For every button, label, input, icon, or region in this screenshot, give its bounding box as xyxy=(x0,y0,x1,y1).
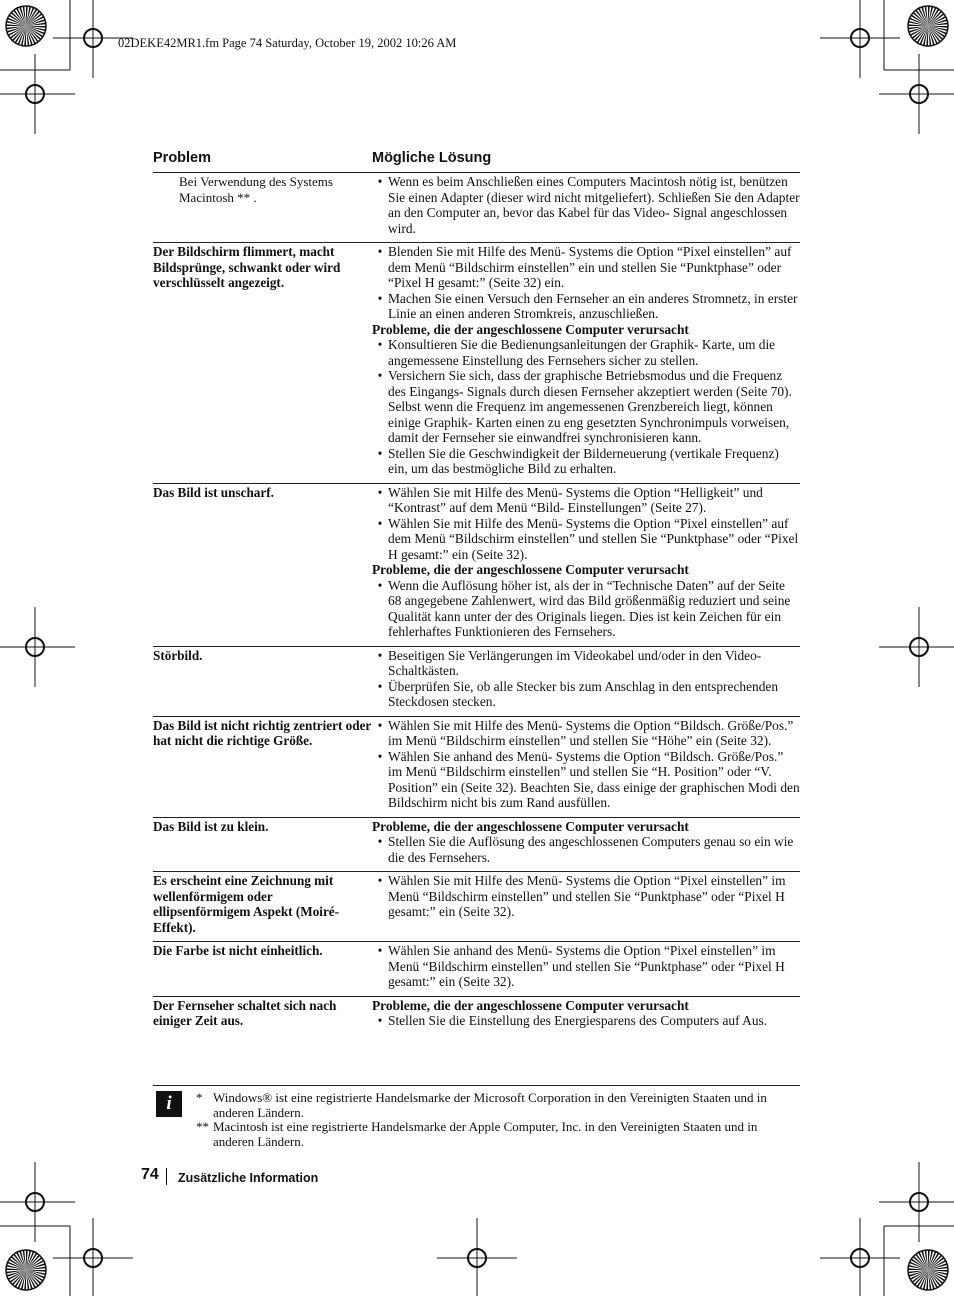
crosshair-mark xyxy=(437,1218,517,1296)
section-title: Zusätzliche Information xyxy=(178,1171,319,1185)
solution-bullet xyxy=(372,516,800,563)
column-header-solution: Mögliche Lösung xyxy=(372,150,492,166)
problem-cell: Das Bild ist nicht richtig zentriert oder hat nicht die richtige Größe. xyxy=(153,717,372,748)
table-row xyxy=(153,817,800,872)
bullet-text: Wenn es beim Anschließen eines Computers Macintosh nötig ist, benützen Sie einen Adapter (dieser wird nicht mitgeliefert). Schließen Sie den Adapter an den Computer an, bevor das Kabel für das Video- Signal angeschlossen wird. xyxy=(388,174,800,236)
bullet-glyph: • xyxy=(377,244,383,259)
bullet-glyph: • xyxy=(377,445,383,461)
bullet-text: Überprüfen Sie, ob alle Stecker bis zum Anschlag in den entsprechenden Steckdosen stecken. xyxy=(388,678,779,709)
table-row xyxy=(153,941,800,996)
footnote-divider xyxy=(153,1085,800,1086)
bullet-glyph: • xyxy=(377,484,383,500)
footnote-text: Macintosh ist eine registrierte Handelsmarke der Apple Computer, Inc. in den Vereinigten Staaten und in anderen Ländern. xyxy=(213,1119,758,1149)
crosshair-mark xyxy=(0,607,75,687)
solution-cell xyxy=(372,819,800,866)
solution-bullet xyxy=(372,244,800,291)
troubleshooting-table xyxy=(153,172,800,1035)
crosshair-mark xyxy=(879,607,954,687)
bullet-text: Konsultieren Sie die Bedienungsanleitungen der Graphik- Karte, um die angemessene Einstellung des Fernsehers sicher zu stellen. xyxy=(388,337,776,368)
solution-bullet xyxy=(372,446,800,477)
problem-cell: Der Bildschirm flimmert, macht Bildsprünge, schwankt oder wird verschlüsselt angezeigt. xyxy=(153,244,341,290)
crosshair-mark xyxy=(53,1218,133,1296)
bullet-glyph: • xyxy=(377,834,383,849)
footnote-mark: * xyxy=(196,1090,203,1105)
problem-cell: Das Bild ist unscharf. xyxy=(153,484,274,500)
page-number: 74 xyxy=(141,1166,159,1183)
problem-cell: Bei Verwendung des Systems Macintosh ** . xyxy=(179,174,333,205)
bullet-glyph: • xyxy=(377,174,383,189)
solution-cell xyxy=(372,998,800,1029)
table-row xyxy=(153,871,800,941)
column-header-problem: Problem xyxy=(153,150,212,166)
solution-subheading: Probleme, die der angeschlossene Computer verursacht xyxy=(372,818,689,834)
starburst-mark xyxy=(6,6,46,46)
solution-bullet xyxy=(372,578,800,640)
footnote-1 xyxy=(196,1091,796,1120)
starburst-mark xyxy=(6,1250,46,1290)
bullet-text: Blenden Sie mit Hilfe des Menü- Systems die Option “Pixel einstellen” auf dem Menü “Bildschirm einstellen” ein und stellen Sie “Punktphase” oder “Pixel H gesamt:” (Seite 32) ein. xyxy=(388,244,792,290)
problem-cell: Der Fernseher schaltet sich nach einiger Zeit aus. xyxy=(153,997,337,1028)
bullet-text: Wenn die Auflösung höher ist, als der in “Technische Daten” auf der Seite 68 angegebene Zahlenwert, wird das Bild größenmäßig reduziert und seine Qualität kann unter der des Originals liegen. Dies ist kein Zeichen für ein fehlerhaftes Funktionieren des Fernsehers. xyxy=(388,577,791,639)
solution-cell xyxy=(372,718,800,811)
table-row xyxy=(153,646,800,716)
solution-bullet xyxy=(372,648,800,679)
solution-bullet xyxy=(372,291,800,322)
problem-cell: Das Bild ist zu klein. xyxy=(153,818,269,834)
info-icon: i xyxy=(156,1091,182,1117)
bullet-text: Versichern Sie sich, dass der graphische Betriebsmodus und die Frequenz des Eingangs- Signals durch diesen Fernseher akzeptiert werden (Seite 70). Selbst wenn die Frequenz im angemessenen Grenzbereich liegt, können einige Graphik- Karten einen zu eng gesetzten Synchronimpuls vorweisen, damit der Fernseher sie einwandfrei synchronisieren kann. xyxy=(388,368,792,445)
solution-bullet xyxy=(372,718,800,749)
footnote-text: Windows® ist eine registrierte Handelsmarke der Microsoft Corporation in den Vereinigten Staaten und in anderen Ländern. xyxy=(213,1090,767,1120)
crosshair-mark xyxy=(820,0,900,78)
solution-cell xyxy=(372,648,800,710)
bullet-glyph: • xyxy=(377,748,383,764)
solution-bullet xyxy=(372,368,800,446)
solution-bullet xyxy=(372,485,800,516)
solution-cell xyxy=(372,174,800,236)
solution-bullet xyxy=(372,337,800,368)
solution-subheading: Probleme, die der angeschlossene Computer verursacht xyxy=(372,321,689,337)
bullet-text: Wählen Sie anhand des Menü- Systems die Option “Pixel einstellen” im Menü “Bildschirm einstellen” und stellen Sie “Punktphase” oder “Pixel H gesamt:” ein (Seite 32). xyxy=(388,943,785,989)
problem-cell: Störbild. xyxy=(153,647,203,663)
crosshair-mark xyxy=(879,1162,954,1242)
solution-subheading: Probleme, die der angeschlossene Computer verursacht xyxy=(372,997,689,1013)
solution-bullet xyxy=(372,873,800,920)
footnote-mark: ** xyxy=(196,1119,209,1134)
bullet-glyph: • xyxy=(377,943,383,958)
footnote-2 xyxy=(196,1120,796,1149)
page-number-divider xyxy=(166,1168,167,1185)
bullet-glyph: • xyxy=(377,1013,383,1028)
table-row xyxy=(153,172,800,242)
bullet-text: Stellen Sie die Auflösung des angeschlossenen Computers genau so ein wie die des Fernsehers. xyxy=(388,834,794,865)
bullet-glyph: • xyxy=(377,337,383,352)
starburst-mark xyxy=(908,1250,948,1290)
starburst-mark xyxy=(908,6,948,46)
solution-bullet xyxy=(372,174,800,236)
bullet-text: Wählen Sie mit Hilfe des Menü- Systems die Option “Bildsch. Größe/Pos.” im Menü “Bildschirm einstellen” und stellen Sie “Höhe” ein (Seite 32). xyxy=(388,717,794,748)
bullet-text: Beseitigen Sie Verlängerungen im Videokabel und/oder in den Video- Schaltkästen. xyxy=(388,647,762,678)
bullet-text: Wählen Sie mit Hilfe des Menü- Systems die Option “Pixel einstellen” im Menü “Bildschirm einstellen” und stellen Sie “Punktphase” oder “Pixel H gesamt:” ein (Seite 32). xyxy=(388,873,786,919)
problem-cell: Es erscheint eine Zeichnung mit wellenförmigem oder ellipsenförmigem Aspekt (Moiré- Effekt). xyxy=(153,873,340,935)
bullet-text: Machen Sie einen Versuch den Fernseher an ein anderes Stromnetz, in erster Linie an einen anderen Stromkreis, anzuschließen. xyxy=(388,290,798,321)
solution-subheading: Probleme, die der angeschlossene Computer verursacht xyxy=(372,562,689,577)
bullet-glyph: • xyxy=(377,290,383,306)
solution-bullet xyxy=(372,834,800,865)
bullet-glyph: • xyxy=(377,678,383,694)
bullet-glyph: • xyxy=(377,577,383,593)
bullet-text: Stellen Sie die Einstellung des Energiesparens des Computers auf Aus. xyxy=(388,1013,768,1028)
bullet-glyph: • xyxy=(377,717,383,733)
solution-bullet xyxy=(372,749,800,811)
crosshair-mark xyxy=(0,1162,75,1242)
bullet-glyph: • xyxy=(377,873,383,888)
solution-cell xyxy=(372,873,800,935)
bullet-text: Stellen Sie die Geschwindigkeit der Bilderneuerung (vertikale Frequenz) ein, um das bestmögliche Bild zu erhalten. xyxy=(388,445,779,476)
solution-cell xyxy=(372,485,800,640)
crosshair-mark xyxy=(0,54,75,134)
problem-cell: Die Farbe ist nicht einheitlich. xyxy=(153,943,323,958)
table-row xyxy=(153,483,800,646)
file-header: 02DEKE42MR1.fm Page 74 Saturday, October 19, 2002 10:26 AM xyxy=(118,36,457,50)
solution-bullet xyxy=(372,679,800,710)
bullet-text: Wählen Sie anhand des Menü- Systems die Option “Bildsch. Größe/Pos.” im Menü “Bildschirm einstellen” und stellen Sie “H. Position” oder “V. Position” ein (Seite 32). Beachten Sie, dass einige der graphischen Modi den Bildschirm nicht bis zum Rand ausfüllen. xyxy=(388,748,800,810)
crosshair-mark xyxy=(879,54,954,134)
solution-cell xyxy=(372,244,800,477)
bullet-glyph: • xyxy=(377,647,383,663)
bullet-glyph: • xyxy=(377,368,383,383)
solution-bullet xyxy=(372,1013,800,1029)
table-row xyxy=(153,242,800,483)
bullet-glyph: • xyxy=(377,515,383,531)
bullet-text: Wählen Sie mit Hilfe des Menü- Systems die Option “Helligkeit” und “Kontrast” auf dem Menü “Bild- Einstellungen” (Seite 27). xyxy=(388,484,763,515)
bullet-text: Wählen Sie mit Hilfe des Menü- Systems die Option “Pixel einstellen” auf dem Menü “Bildschirm einstellen” und stellen Sie “Punktphase” oder “Pixel H gesamt:” ein (Seite 32). xyxy=(388,515,799,562)
crosshair-mark xyxy=(820,1218,900,1296)
solution-bullet xyxy=(372,943,800,990)
table-row xyxy=(153,996,800,1035)
table-row xyxy=(153,716,800,817)
solution-cell xyxy=(372,943,800,990)
